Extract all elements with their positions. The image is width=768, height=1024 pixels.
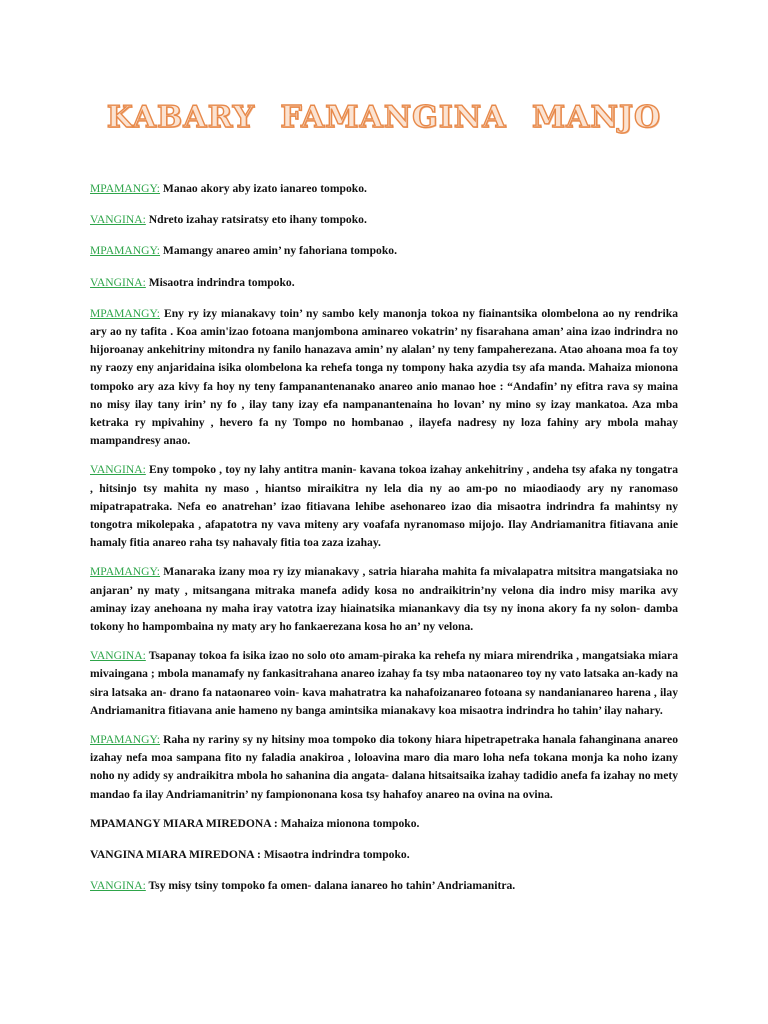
dialogue-text: Tsapanay tokoa fa isika izao no solo oto amam-piraka ka rehefa ny miara mirendrika , mangatsiaka miara mivaingana ; mbola manamafy ny fankasitrahana anareo izahay fa tsy mba nataonareo toy ny vato latsaka an-kady na sira latsaka an- drano fa nataonareo voin- kava mahatratra ka nahafoizanareo fotoana sy nandanianareo harena , ilay Andriamanitra fitiavana anie hameno ny banga amintsika mianakavy koa misaotra indrindra ho tahin’ ilay nahary.: [90, 649, 678, 717]
dialogue-line: [90, 877, 678, 895]
dialogue-text: Ndreto izahay ratsiratsy eto ihany tompoko.: [145, 213, 367, 227]
dialogue-text: VANGINA MIARA MIREDONA : Misaotra indrindra tompoko.: [90, 848, 410, 862]
dialogue-line: [90, 305, 678, 451]
speaker-label: VANGINA:: [90, 463, 146, 477]
speaker-label: MPAMANGY:: [90, 244, 161, 258]
speaker-label: MPAMANGY:: [90, 733, 161, 747]
dialogue-text: MPAMANGY MIARA MIREDONA : Mahaiza mionona tompoko.: [90, 816, 420, 830]
speaker-label: VANGINA:: [90, 879, 146, 893]
speaker-label: MPAMANGY:: [90, 565, 161, 579]
dialogue-line: [90, 461, 678, 552]
dialogue-body: [90, 180, 678, 909]
dialogue-text: Manaraka izany moa ry izy mianakavy , satria hiaraha mahita fa mivalapatra mitsitra mangatsiaka no anjaran’ ny maty , mitsangana mitraka manefa adidy kosa no andraikitrin’ny velona dia indro misy marika avy aminay izay anehoana ny maha iray vatotra izay hiainatsika mianankavy dia tsy ny inona akory fa ny solon- damba tokony ho hampombaina ny maty ary ho fankaerezana kosa ho an’ ny velona.: [90, 565, 678, 634]
dialogue-line: [90, 242, 678, 260]
dialogue-line: [90, 731, 678, 804]
dialogue-line: [90, 180, 678, 198]
chorus-line: [90, 846, 678, 864]
speaker-label: VANGINA:: [90, 649, 146, 663]
dialogue-text: Eny ry izy mianakavy toin’ ny sambo kely manonja tokoa ny fiainantsika olombelona ao ny rendrika ary ao ny tafita . Koa amin'izao fotoana manjombona aminareo vokatrin’ ny fisarahana aman’ aina izao indrindra no hijoroanay ankehitriny mitondra ny fanilo hanazava amin’ ny alalan’ ny teny fampaherezana. Atao ahoana moa fa toy ny raozy eny anjaridaina isika olombelona ka rehefa tonga ny tompony haka azydia tsy afa manda. Mahaiza mionona tompoko ary aza kivy fa hoy ny teny fampanantenanako anareo anio manao hoe : “Andafin’ ny efitra rava sy maina no misy ilay tany irin’ ny fo , ilay tany izay efa nampanantenaina ho lovan’ ny mino sy izay mankatoa. Aza mba ketraka ry mpivahiny , hevero fa ny Tompo no hombanao , ilayefa nadresy ny loza fahiny ary mbola mahay mampandresy anao.: [90, 306, 678, 448]
dialogue-line: [90, 563, 678, 636]
speaker-label: VANGINA:: [90, 275, 146, 289]
dialogue-text: Manao akory aby izato ianareo tompoko.: [160, 182, 367, 195]
document-title: KABARY FAMANGINA MANJO: [106, 100, 662, 135]
dialogue-text: Raha ny rariny sy ny hitsiny moa tompoko dia tokony hiara hipetrapetraka hanala fahanginana anareo izahay nefa moa sampana fito ny faladia anakiroa , loloavina maro dia maro loha nefa tokana monja ka noho izany noho ny adidy sy andraikitra mbola ho sahanina dia angata- dalana hitsaitsaika izahay tadidio anefa fa izahay no mety mandao fa ilay Andriamanitrin’ ny fampiononana kosa tsy hahafoy anareo na ovina na ovina.: [90, 733, 678, 801]
speaker-label: MPAMANGY:: [90, 182, 161, 195]
dialogue-line: [90, 274, 678, 292]
dialogue-text: Misaotra indrindra tompoko.: [145, 275, 295, 289]
dialogue-line: [90, 211, 678, 229]
speaker-label: MPAMANGY:: [90, 306, 161, 320]
dialogue-text: Mamangy anareo amin’ ny fahoriana tompoko.: [160, 244, 397, 258]
dialogue-text: Eny tompoko , toy ny lahy antitra manin- kavana tokoa izahay ankehitriny , andeha tsy afaka ny tongatra , hitsinjo tsy mahita ny maso , hiantso miraikitra ny lela dia ny ao am-po no miaodiaody ary ny ranomaso mipatrapatraka. Nefa eo anatrehan’ izao fitiavana lehibe asehonareo izao dia misaotra indrindra fa mahintsy ny tongotra mikolepaka , afapatotra ny vava miteny ary voafafa nyranomaso mijojo. Ilay Andriamanitra fitiavana anie hamaly fitia anareo raha tsy nahavaly fitia toa zaza izahay.: [90, 463, 678, 550]
chorus-line: [90, 815, 678, 833]
speaker-label: VANGINA:: [90, 213, 146, 227]
dialogue-line: [90, 647, 678, 720]
dialogue-text: Tsy misy tsiny tompoko fa omen- dalana ianareo ho tahin’ Andriamanitra.: [145, 879, 516, 893]
